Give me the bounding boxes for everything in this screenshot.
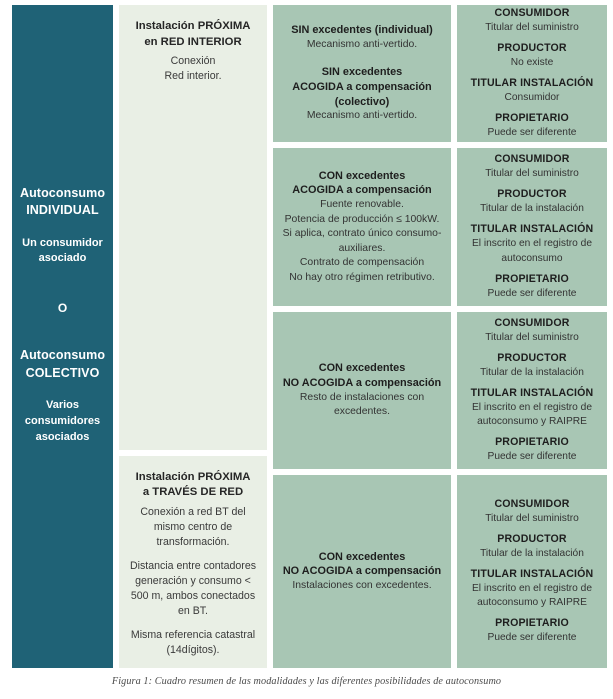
detail-cell-con-excedentes-acogida	[273, 148, 451, 306]
modality-collective-title	[16, 347, 109, 382]
detail-con-acogida-body-line3: Si aplica, contrato único consumo-auxiliares.	[282, 228, 442, 254]
detail-sin-excedentes-colectivo-head-line2: ACOGIDA a compensación	[292, 81, 432, 93]
roles-3-propietario-value: Puede ser diferente	[487, 451, 577, 463]
roles-2-consumidor-label: CONSUMIDOR	[494, 153, 570, 166]
roles-4-titular-value: El inscrito en el registro de autoconsumo y RAIPRE	[471, 582, 593, 608]
detail-sin-excedentes-block-1	[281, 23, 443, 52]
roles-2-titular-value: El inscrito en el registro de autoconsumo	[471, 238, 593, 264]
modality-collective-subtitle-line1: Varios	[45, 398, 80, 411]
modality-collective	[12, 347, 113, 445]
detail-cell-con-excedentes-no-acogida-red	[273, 475, 451, 668]
detail-con-acogida-body-line1: Fuente renovable.	[320, 199, 404, 211]
modality-collective-title-line2: COLECTIVO	[25, 365, 100, 380]
connection-cell-a-traves-heading	[129, 470, 257, 501]
modality-individual-subtitle	[16, 236, 109, 268]
detail-sin-excedentes-colectivo-body: Mecanismo anti-vertido.	[306, 110, 418, 122]
connection-cell-a-traves-de-red	[119, 456, 267, 668]
roles-4-propietario-value: Puede ser diferente	[487, 632, 577, 644]
detail-con-acogida-body-line4: Contrato de compensación	[299, 257, 425, 269]
detail-sin-excedentes-individual-head: SIN excedentes (individual)	[291, 24, 433, 36]
detail-no-acogida-interior-head-line1: CON excedentes	[318, 362, 406, 375]
roles-2-propietario-label: PROPIETARIO	[495, 272, 569, 285]
roles-2-propietario-value: Puede ser diferente	[487, 287, 577, 299]
roles-3-productor-label: PRODUCTOR	[497, 351, 567, 364]
detail-sin-excedentes-individual-body: Mecanismo anti-vertido.	[306, 38, 418, 50]
connection-column	[119, 5, 267, 668]
detail-con-acogida-head-line2: ACOGIDA a compensación	[292, 184, 432, 197]
roles-4-titular-label: TITULAR INSTALACIÓN	[470, 567, 594, 580]
detail-no-acogida-red-head-line2: NO ACOGIDA a compensación	[282, 565, 442, 578]
connection-a-traves-body-3: Misma referencia catastral (14dígitos).	[130, 628, 256, 656]
roles-4-propietario-label: PROPIETARIO	[495, 617, 569, 630]
roles-1-consumidor-value: Titular del suministro	[485, 21, 579, 33]
roles-3-titular-label: TITULAR INSTALACIÓN	[470, 386, 594, 399]
roles-1-propietario-value: Puede ser diferente	[487, 127, 577, 139]
modality-collective-subtitle	[16, 398, 109, 446]
roles-2-productor-value: Titular de la instalación	[480, 203, 584, 215]
modality-individual-title-line2: INDIVIDUAL	[26, 203, 99, 218]
connection-a-traves-body-1: Conexión a red BT del mismo centro de transformación.	[140, 505, 246, 548]
detail-column	[273, 5, 451, 668]
roles-3-titular-value: El inscrito en el registro de autoconsumo y RAIPRE	[471, 401, 593, 428]
detail-no-acogida-interior-body: Resto de instalaciones con excedentes.	[299, 391, 425, 418]
modality-individual-subtitle-line1: Un consumidor	[22, 236, 103, 249]
roles-cell-row-1	[457, 5, 607, 142]
summary-table	[12, 5, 601, 668]
roles-2-productor-label: PRODUCTOR	[497, 188, 567, 201]
roles-column	[457, 5, 607, 668]
connection-cell-red-interior-heading	[129, 19, 257, 50]
detail-sin-excedentes-block-2	[281, 65, 443, 124]
connection-a-traves-head-line1: Instalación PRÓXIMA	[135, 470, 251, 483]
detail-cell-con-excedentes-no-acogida-interior	[273, 312, 451, 469]
roles-1-propietario-label: PROPIETARIO	[495, 112, 569, 125]
roles-2-consumidor-value: Titular del suministro	[485, 168, 579, 180]
roles-1-productor-label: PRODUCTOR	[497, 41, 567, 54]
detail-sin-excedentes-colectivo-head-line3: (colectivo)	[334, 95, 390, 108]
detail-con-acogida-head-line1: CON excedentes	[318, 169, 406, 182]
modality-individual-title	[16, 185, 109, 220]
roles-2-titular-label: TITULAR INSTALACIÓN	[470, 223, 594, 236]
connection-red-interior-head-line1: Instalación PRÓXIMA	[135, 20, 251, 32]
modality-collective-subtitle-line2: consumidores	[24, 414, 101, 427]
connection-red-interior-body	[129, 54, 257, 84]
modality-collective-title-line1: Autoconsumo	[19, 348, 106, 363]
figure-caption: Figura 1: Cuadro resumen de las modalidades y las diferentes posibilidades de autoconsumo	[111, 676, 502, 687]
detail-cell-sin-excedentes	[273, 5, 451, 142]
connection-red-interior-body-line2: Red interior.	[164, 70, 222, 83]
connection-a-traves-body-2: Distancia entre contadores generación y consumo < 500 m, ambos conectados en BT.	[129, 559, 257, 617]
modality-individual	[12, 185, 113, 267]
connection-red-interior-body-line1: Conexión	[170, 55, 216, 68]
modality-individual-subtitle-line2: asociado	[38, 252, 87, 265]
roles-3-propietario-label: PROPIETARIO	[495, 436, 569, 449]
detail-con-acogida-body-line5: No hay otro régimen retributivo.	[289, 271, 435, 283]
modality-collective-subtitle-line3: asociados	[35, 430, 90, 443]
roles-cell-row-4	[457, 475, 607, 668]
connection-red-interior-head-line2: en RED INTERIOR	[144, 35, 242, 48]
roles-4-consumidor-value: Titular del suministro	[485, 512, 579, 524]
roles-4-consumidor-label: CONSUMIDOR	[494, 497, 570, 510]
roles-4-productor-label: PRODUCTOR	[497, 532, 567, 545]
roles-4-productor-value: Titular de la instalación	[480, 547, 584, 559]
modality-individual-title-line1: Autoconsumo	[19, 186, 106, 200]
modality-separator-or: O	[57, 301, 68, 316]
modality-column	[12, 5, 113, 668]
roles-3-consumidor-value: Titular del suministro	[485, 331, 579, 343]
connection-a-traves-head-line2: a TRAVÉS DE RED	[142, 486, 244, 499]
detail-con-acogida-body-line2: Potencia de producción ≤ 100kW.	[284, 213, 440, 225]
detail-no-acogida-interior-head-line2: NO ACOGIDA a compensación	[282, 376, 442, 389]
roles-cell-row-2	[457, 148, 607, 306]
roles-3-productor-value: Titular de la instalación	[480, 366, 584, 378]
connection-cell-red-interior	[119, 5, 267, 450]
roles-1-titular-value: Consumidor	[504, 91, 560, 103]
detail-no-acogida-red-head-line1: CON excedentes	[318, 550, 406, 563]
roles-1-consumidor-label: CONSUMIDOR	[494, 6, 570, 19]
roles-3-consumidor-label: CONSUMIDOR	[494, 316, 570, 329]
detail-no-acogida-red-body: Instalaciones con excedentes.	[292, 579, 432, 591]
roles-cell-row-3	[457, 312, 607, 469]
roles-1-productor-value: No existe	[510, 56, 554, 68]
roles-1-titular-label: TITULAR INSTALACIÓN	[470, 77, 594, 89]
detail-sin-excedentes-colectivo-head-line1: SIN excedentes	[321, 66, 403, 79]
